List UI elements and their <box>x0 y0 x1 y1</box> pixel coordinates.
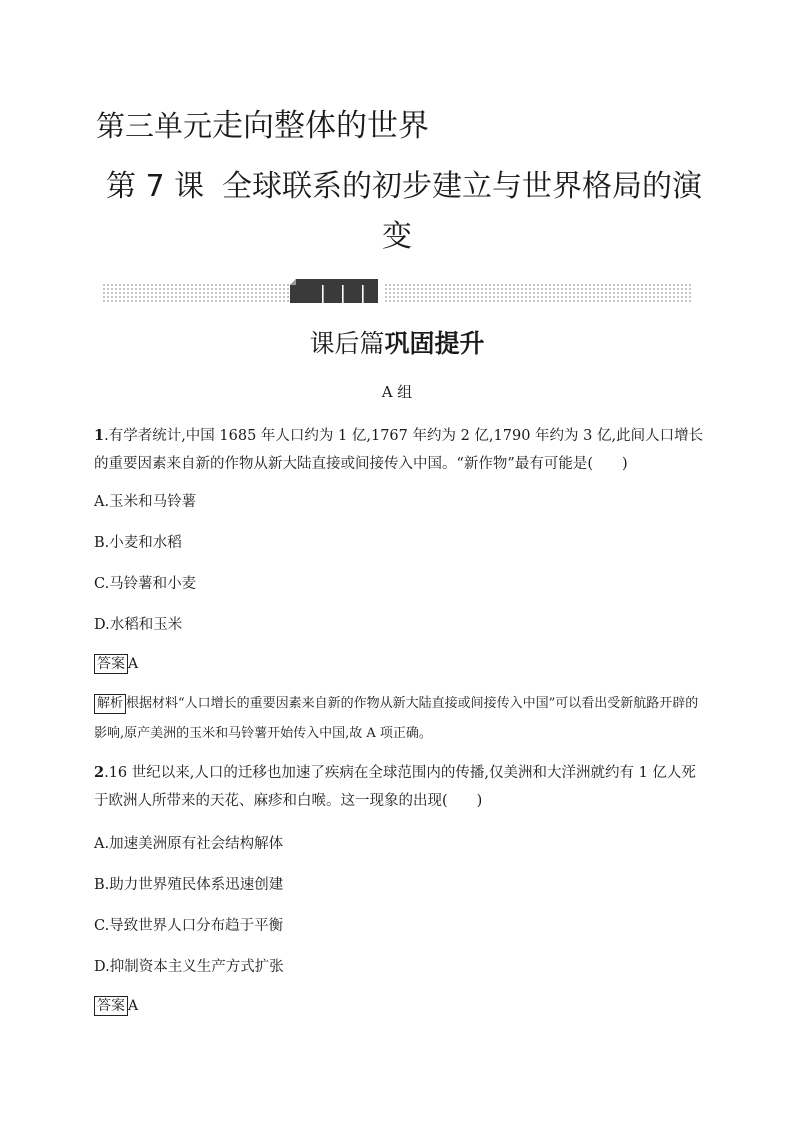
question-2-text <box>94 759 704 815</box>
question-1-option-d: D.水稻和玉米 <box>94 617 183 633</box>
question-1-analysis <box>94 689 700 749</box>
answer-label-box: 答案 <box>94 996 128 1016</box>
question-2-option-b: B.助力世界殖民体系迅速创建 <box>94 877 284 893</box>
question-2-answer <box>94 996 138 1016</box>
question-1-answer <box>94 654 138 674</box>
dotted-rule-left <box>102 283 290 303</box>
section-title-part1: 课后篇 <box>309 329 385 358</box>
question-1-text <box>94 422 704 478</box>
question-1-option-c: C.马铃薯和小麦 <box>94 576 197 592</box>
lesson-title-line1: 全球联系的初步建立与世界格局的演 <box>222 169 702 204</box>
divider-tab-icon <box>290 279 380 303</box>
question-1-option-b: B.小麦和水稻 <box>94 535 182 551</box>
section-divider <box>102 283 692 303</box>
question-2-option-c: C.导致世界人口分布趋于平衡 <box>94 918 284 934</box>
analysis-text: 根据材料“人口增长的重要因素来自新的作物从新大陆直接或间接传入中国”可以看出受新航路开辟的影响,原产美洲的玉米和马铃薯开始传入中国,故 A 项正确。 <box>94 696 699 741</box>
question-number: 1 <box>94 427 105 444</box>
answer-value: A <box>128 998 139 1014</box>
answer-label-box: 答案 <box>94 654 128 674</box>
lesson-title-line2: 变 <box>382 219 412 254</box>
question-1-option-a: A.玉米和马铃薯 <box>94 494 197 510</box>
section-title-part2: 巩固提升 <box>384 329 485 358</box>
lesson-number: 第 7 课 <box>106 169 205 204</box>
question-2-option-d: D.抑制资本主义生产方式扩张 <box>94 959 284 975</box>
analysis-label-box: 解析 <box>94 694 126 714</box>
unit-prefix: 第三单元 <box>96 109 213 143</box>
answer-value: A <box>128 656 139 672</box>
question-stem: .有学者统计,中国 1685 年人口约为 1 亿,1767 年约为 2 亿,1790 年约为 3 亿,此间人口增长的重要因素来自新的作物从新大陆直接或间接传入中国。“新作物”最有可能是( ) <box>94 428 704 472</box>
unit-title <box>96 100 429 145</box>
group-label: A 组 <box>381 383 413 401</box>
section-title <box>0 324 794 360</box>
question-2-option-a: A.加速美洲原有社会结构解体 <box>94 836 284 852</box>
question-stem: .16 世纪以来,人口的迁移也加速了疾病在全球范围内的传播,仅美洲和大洋洲就约有 1 亿人死于欧洲人所带来的天花、麻疹和白喉。这一现象的出现( ) <box>94 765 696 809</box>
lesson-title <box>106 162 706 212</box>
dotted-rule-right <box>384 283 692 303</box>
question-number: 2 <box>94 764 105 781</box>
unit-name: 走向整体的世界 <box>212 108 430 144</box>
